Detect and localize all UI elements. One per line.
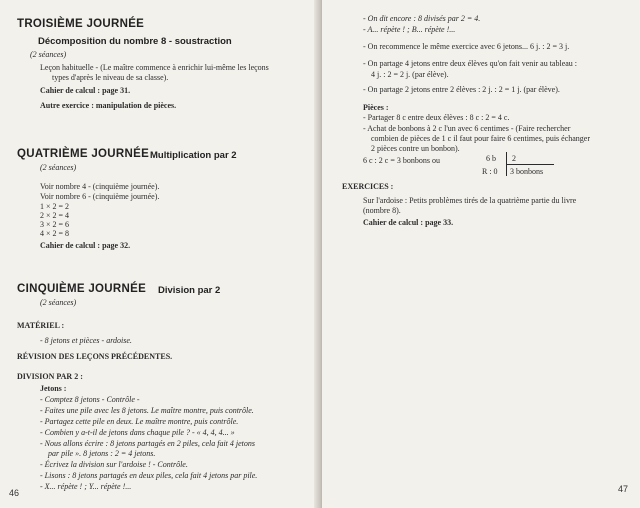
- mult-line: 1 × 2 = 2: [40, 202, 70, 211]
- division-title: DIVISION PAR 2 :: [17, 372, 83, 381]
- division-bar-horizontal: [506, 164, 554, 165]
- cinquieme-subtitle: Division par 2: [158, 285, 221, 296]
- mult-line: 2 × 2 = 4: [40, 211, 70, 220]
- right-line: - On recommence le même exercice avec 6 jetons... 6 j. : 2 = 3 j.: [363, 42, 570, 51]
- pieces-title: Pièces :: [363, 103, 389, 112]
- division-line: 6 c : 2 c = 3 bonbons ou: [363, 156, 440, 165]
- division-remainder: R : 0: [482, 167, 498, 176]
- pieces-line: combien de pièces de 1 c il faut pour faire 6 centimes, puis échanger: [371, 134, 591, 143]
- right-line: - On partage 4 jetons entre deux élèves qu'on fait venir au tableau :: [363, 59, 578, 68]
- right-page: [322, 0, 640, 508]
- pieces-line: - Partager 8 c entre deux élèves : 8 c : 2 = 4 c.: [363, 113, 510, 122]
- quatrieme-voir-6: Voir nombre 6 - (cinquième journée).: [40, 192, 160, 201]
- quatrieme-title: QUATRIÈME JOURNÉE: [17, 148, 150, 160]
- pieces-line: 2 pièces contre un bonbon).: [371, 144, 460, 153]
- division-quotient: 3 bonbons: [510, 167, 544, 176]
- division-dividend: 6 b: [486, 154, 496, 163]
- quatrieme-voir-4: Voir nombre 4 - (cinquième journée).: [40, 182, 160, 191]
- right-cahier: Cahier de calcul : page 33.: [363, 218, 454, 227]
- division-step: - Faites une pile avec les 8 jetons. Le maître montre, puis contrôle.: [40, 406, 254, 415]
- quatrieme-cahier: Cahier de calcul : page 32.: [40, 241, 131, 250]
- right-line: 4 j. : 2 = 2 j. (par élève).: [371, 70, 449, 79]
- left-page: [0, 0, 318, 508]
- ardoise-line-2: (nombre 8).: [363, 206, 401, 215]
- quatrieme-seances: (2 séances): [40, 163, 77, 172]
- division-step: - Combien y a-t-il de jetons dans chaque pile ? - « 4, 4, 4... »: [40, 428, 235, 437]
- jetons-label: Jetons :: [40, 384, 67, 393]
- division-step: par pile ». 8 jetons : 2 = 4 jetons.: [48, 449, 156, 458]
- troisieme-seances: (2 séances): [30, 50, 67, 59]
- mult-line: 4 × 2 = 8: [40, 229, 70, 238]
- troisieme-title: TROISIÈME JOURNÉE: [17, 18, 145, 30]
- troisieme-cahier: Cahier de calcul : page 31.: [40, 86, 131, 95]
- right-line: - On partage 2 jetons entre 2 élèves : 2 j. : 2 = 1 j. (par élève).: [363, 85, 560, 94]
- troisieme-subtitle: Décomposition du nombre 8 - soustraction: [38, 36, 232, 47]
- division-step: - X... répète ! ; Y... répète !...: [40, 482, 132, 491]
- materiel-title: MATÉRIEL :: [17, 321, 65, 330]
- division-divisor: 2: [512, 154, 516, 163]
- troisieme-lecon-1: Leçon habituelle - (Le maître commence à enrichir lui-même les leçons: [40, 63, 269, 72]
- cinquieme-seances: (2 séances): [40, 298, 77, 307]
- troisieme-lecon-2: types d'après le niveau de sa classe).: [52, 73, 169, 82]
- materiel-item: - 8 jetons et pièces - ardoise.: [40, 336, 132, 345]
- troisieme-autre-exercice: Autre exercice : manipulation de pièces.: [40, 101, 177, 110]
- division-step: - Partagez cette pile en deux. Le maître montre, puis contrôle.: [40, 417, 239, 426]
- right-line: - A... répète ! ; B... répète !...: [363, 25, 456, 34]
- division-step: - Comptez 8 jetons - Contrôle -: [40, 395, 140, 404]
- mult-line: 3 × 2 = 6: [40, 220, 70, 229]
- page-number-right: 47: [618, 484, 629, 494]
- division-step: - Écrivez la division sur l'ardoise ! - Contrôle.: [40, 460, 188, 469]
- page-number-left: 46: [9, 488, 20, 498]
- cinquieme-title: CINQUIÈME JOURNÉE: [17, 283, 147, 295]
- quatrieme-subtitle: Multiplication par 2: [150, 150, 237, 161]
- division-step: - Lisons : 8 jetons partagés en deux piles, cela fait 4 jetons par pile.: [40, 471, 258, 480]
- revision-title: RÉVISION DES LEÇONS PRÉCÉDENTES.: [17, 352, 173, 361]
- ardoise-line-1: Sur l'ardoise : Petits problèmes tirés de la quatrième partie du livre: [363, 196, 577, 205]
- pieces-line: - Achat de bonbons à 2 c l'un avec 6 centimes - (Faire rechercher: [363, 124, 571, 133]
- right-line: - On dit encore : 8 divisés par 2 = 4.: [363, 14, 481, 23]
- division-step: - Nous allons écrire : 8 jetons partagés en 2 piles, cela fait 4 jetons: [40, 439, 256, 448]
- exercices-title: EXERCICES :: [342, 182, 394, 191]
